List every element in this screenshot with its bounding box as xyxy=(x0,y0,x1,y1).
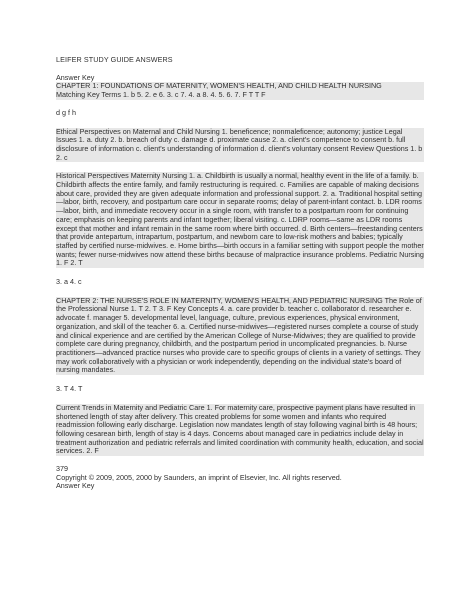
document-title: LEIFER STUDY GUIDE ANSWERS xyxy=(56,55,173,64)
matching-letters-line: d g f h xyxy=(56,107,76,117)
document-page xyxy=(56,56,424,491)
answers-line-3a-4c: 3. a 4. c xyxy=(56,277,82,287)
page-number: 379 xyxy=(56,464,68,474)
copyright-line: Copyright © 2009, 2005, 2000 by Saunders, an imprint of Elsevier, Inc. All rights reserved. xyxy=(56,472,342,482)
footer-answer-key: Answer Key xyxy=(56,481,95,491)
current-trends-paragraph: Current Trends in Maternity and Pediatric Care 1. For maternity care, prospective payment plans have resulted in shortened length of stay after delivery. This created problems for some women and infants who required readmission following early discharge. Legislation now mandates length of stay following vaginal birth is 48 hours; following cesarean birth, length of stay is 4 days. Concerns about managed care in pediatrics include delay in treatment authorization and pediatric referrals and limited coordination with community health, education, and social services. 2. F xyxy=(56,402,424,456)
answer-key-heading: Answer Key xyxy=(56,72,95,82)
historical-perspectives-paragraph: Historical Perspectives Maternity Nursing 1. a. Childbirth is usually a normal, healthy event in the life of a family. b. Childbirth affects the entire family, and family restructuring is required. c. Families are capable of making decisions about care, provided they are given adequate information and professional support. 2. a. Traditional hospital setting—labor, birth, recovery, and postpartum care occur in separate rooms; delay of parent-infant contact. b. LDR rooms—labor, birth, and immediate recovery occur in a single room, with transfer to a postpartum room for continuing care; emphasis on keeping parents and infant together; liberal visiting. c. LDRP rooms—same as LDR rooms except that mother and infant remain in the same room where birth occurred. d. Birth centers—freestanding centers that provide antepartum, intrapartum, postpartum, and newborn care to low-risk mothers and babies; typically staffed by certified nurse-midwives. e. Home births—birth occurs in a familiar setting with support people the mother wants; fewer nurse-midwives now attend these births because of malpractice insurance problems. Pediatric Nursing 1. F 2. T xyxy=(56,171,424,268)
chapter1-heading: CHAPTER 1: FOUNDATIONS OF MATERNITY, WOMEN'S HEALTH, AND CHILD HEALTH NURSING xyxy=(56,82,424,91)
chapter2-paragraph: CHAPTER 2: THE NURSE'S ROLE IN MATERNITY, WOMEN'S HEALTH, AND PEDIATRIC NURSING The Role of the Professional Nurse 1. T 2. T 3. F Key Concepts 4. a. care provider b. teacher c. collaborator d. researcher e. advocate f. manager 5. developmental level, language, culture, previous experiences, physical environment, organization, and skill of the teacher 6. a. Certified nurse-midwives—registered nurses complete a course of study and clinical experience and are certified by the American College of Nurse-Midwives; they are qualified to provide complete care during pregnancy, childbirth, and the postpartum period in uncomplicated pregnancies. b. Nurse practitioners—advanced practice nurses who provide care to specific groups of clients in a variety of settings. They may work collaboratively with a physician or work independently, depending on the individual state's board of nursing mandates. xyxy=(56,297,424,375)
ethical-perspectives-paragraph: Ethical Perspectives on Maternal and Child Nursing 1. beneficence; nonmaleficence; autonomy; justice Legal Issues 1. a. duty 2. b. breach of duty c. damage d. proximate cause 2. a. client's competence to consent b. full disclosure of information c. client's understanding of information d. client's voluntary consent Review Questions 1. b 2. c xyxy=(56,126,423,162)
answers-line-3t-4t: 3. T 4. T xyxy=(56,384,83,394)
chapter1-matching-key-terms: Matching Key Terms 1. b 5. 2. e 6. 3. c 7. 4. a 8. 4. 5. 6. 7. F T T F xyxy=(56,91,424,100)
